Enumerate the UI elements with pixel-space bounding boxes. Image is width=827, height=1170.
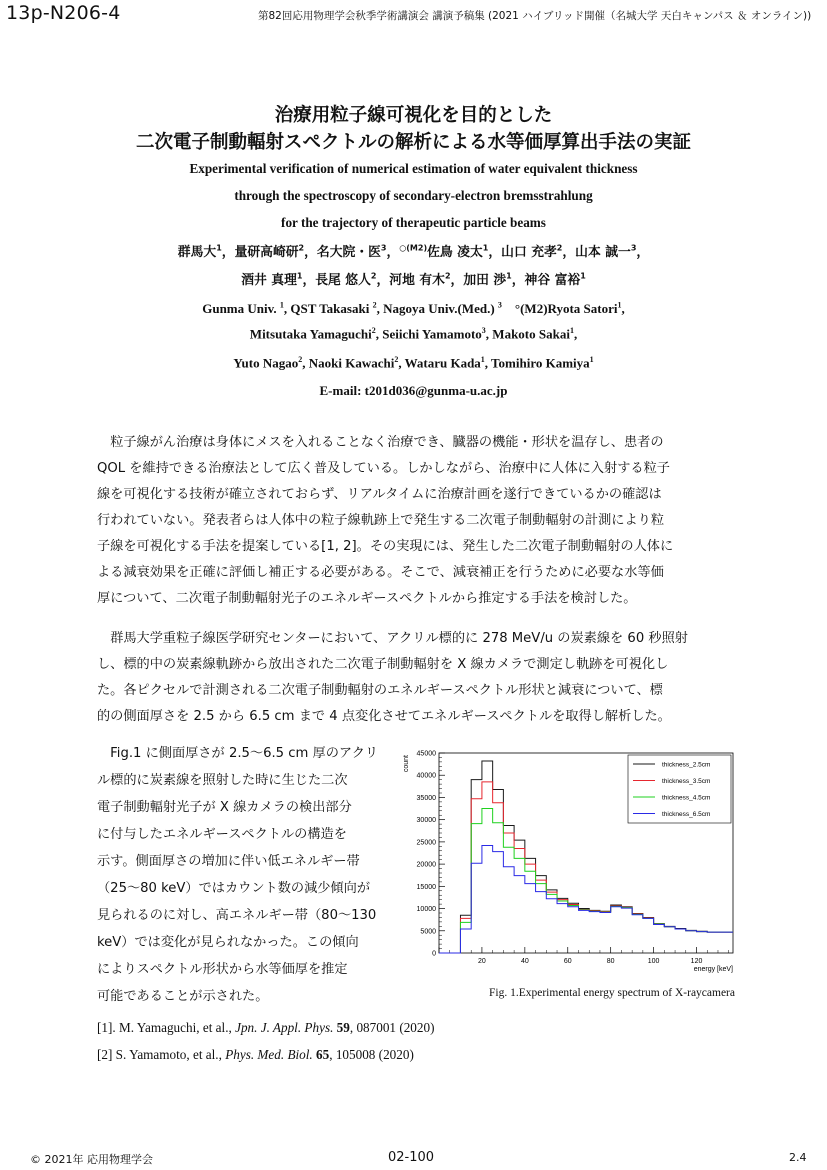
footer-page-number: 02-100 [388, 1150, 435, 1165]
affil-sup: 1 [569, 326, 574, 335]
affil-sup: 1 [589, 355, 594, 364]
affil-sup: 1 [617, 300, 622, 310]
text-line: た。各ピクセルで計測される二次電子制動輻射のエネルギースペクトル形状と減衰について、標 [97, 683, 663, 698]
text-line: 線を可視化する技術が確立されておらず、リアルタイムに治療計画を遂行できているかの確認は [97, 487, 662, 502]
text-line: QOL を維持できる治療法として広く普及している。しかしながら、治療中に人体に入射する粒子 [97, 461, 670, 476]
figure-1 [400, 745, 740, 985]
separator: ， [386, 245, 400, 260]
affil-sup: 2 [372, 300, 377, 310]
separator: , [621, 301, 625, 316]
ref-volume: 65 [316, 1047, 330, 1062]
ref-pages: , 087001 (2020) [349, 1020, 435, 1035]
text-line: 子線を可視化する手法を提案している[1, 2]。その実現には、発生した二次電子制動輻射の人体に [97, 539, 674, 554]
ref-volume: 59 [336, 1020, 350, 1035]
legend-label: thickness_3.5cm [662, 778, 711, 785]
affil-sup: 3 [630, 243, 637, 253]
authors-ja-line2 [0, 269, 827, 288]
ref-authors: [1]. M. Yamaguchi, et al., [97, 1020, 236, 1035]
footer-copyright: © 2021年 応用物理学会 [30, 1153, 153, 1166]
x-tick-label: 60 [563, 958, 572, 965]
reference-1 [97, 1020, 434, 1036]
x-tick-label: 80 [606, 958, 615, 965]
author-name: ，河地 有木 [376, 273, 445, 288]
series-line [439, 809, 733, 953]
affil-sup: 2 [371, 326, 376, 335]
text-line: によりスペクトル形状から水等価厚を推定 [97, 962, 348, 977]
paragraph-1 [97, 430, 733, 612]
affil-sup: 2 [298, 243, 305, 253]
separator: , [573, 326, 578, 342]
affil-sup: 1 [279, 300, 284, 310]
author-name: , Seiichi Yamamoto [375, 326, 482, 342]
ref-authors: [2] S. Yamamoto, et al., [97, 1047, 226, 1062]
authors-ja-line1 [0, 241, 827, 260]
x-tick-label: 40 [520, 958, 529, 965]
author-name: ，神谷 富裕 [511, 273, 581, 288]
y-tick-label: 10000 [416, 906, 436, 914]
reference-2 [97, 1047, 414, 1063]
affiliation: , QST Takasaki [283, 301, 373, 316]
author-name: 酒井 真理 [241, 273, 297, 288]
author-affil: ，名大院・医 [304, 245, 381, 260]
text-line: し、標的中の炭素線軌跡から放出された二次電子制動輻射を X 線カメラで測定し軌跡を可視化し [97, 657, 669, 672]
affil-sup: 1 [216, 243, 222, 253]
x-tick-label: 120 [690, 958, 703, 965]
affiliation: Gunma Univ. [202, 301, 280, 316]
ref-journal: Phys. Med. Biol. [225, 1047, 313, 1062]
ref-pages: , 105008 (2020) [329, 1047, 414, 1062]
author-name: ，加田 渉 [450, 273, 507, 288]
text-line: 見られるのに対し、高エネルギー帯（80～130 [97, 908, 377, 923]
y-tick-label: 20000 [416, 861, 436, 869]
text-line: 可能であることが示された。 [97, 989, 269, 1004]
author-name: , Tomihiro Kamiya [484, 355, 590, 371]
author-name: 佐鳥 凌太 [427, 245, 483, 260]
y-tick-label: 5000 [420, 928, 436, 936]
authors-en-line1 [0, 298, 827, 317]
text-line: 厚について、二次電子制動輻射光子のエネルギースペクトルから推定する手法を検討した。 [97, 591, 637, 606]
paper-id: 13p-N206-4 [6, 2, 121, 24]
author-name: , Wataru Kada [398, 355, 481, 371]
figure-caption: Fig. 1.Experimental energy spectrum of X-raycamera [489, 987, 735, 999]
affil-sup: 3 [481, 326, 486, 335]
text-line: 群馬大学重粒子線医学研究センターにおいて、アクリル標的に 278 MeV/u の炭素線を 60 秒照射 [110, 631, 688, 646]
author-affil: ，量研高崎研 [221, 245, 299, 260]
affil-sup: 3 [380, 243, 387, 253]
text-line: 示す。側面厚さの増加に伴い低エネルギー帯 [97, 854, 360, 869]
author-name: °(M2)Ryota Satori [501, 301, 618, 316]
author-name: , Naoki Kawachi [302, 355, 395, 371]
conference-header: 第82回応用物理学会秋季学術講演会 講演予稿集 (2021 ハイブリッド開催（名城大学 天白キャンパス ＆ オンライン)) [258, 10, 812, 22]
affil-sup: 1 [482, 243, 489, 253]
text-line: に付与したエネルギースペクトルの構造を [97, 827, 347, 842]
affil-sup: 2 [298, 355, 303, 364]
affil-sup: 2 [370, 271, 377, 281]
separator: ， [636, 245, 650, 260]
text-line: 的の側面厚さを 2.5 から 6.5 cm まで 4 点変化させてエネルギースペクトルを取得し解析した。 [97, 709, 671, 724]
author-name: ，山口 充孝 [488, 245, 557, 260]
title-ja-line1: 治療用粒子線可視化を目的とした [274, 105, 553, 126]
text-line: keV）では変化が見られなかった。この傾向 [97, 935, 359, 950]
x-axis-label: energy [keV] [693, 966, 733, 973]
affiliation: , Nagoya Univ.(Med.) [376, 301, 498, 316]
author-name: Yuto Nagao [233, 355, 299, 371]
legend-label: thickness_2.5cm [662, 761, 711, 769]
title-en-line1: Experimental verification of numerical estimation of water equivalent thickness [189, 161, 638, 176]
author-name: , Makoto Sakai [485, 326, 570, 342]
y-tick-label: 25000 [416, 839, 436, 847]
email: E-mail: t201d036@gunma-u.ac.jp [319, 383, 508, 398]
affil-sup: 2 [444, 271, 451, 281]
author-name: ，長尾 悠人 [302, 273, 371, 288]
author-name: Mitsutaka Yamaguchi [249, 326, 372, 342]
legend-label: thickness_4.5cm [662, 794, 711, 802]
text-line: ル標的に炭素線を照射した時に生じた二次 [97, 773, 348, 788]
text-line: 粒子線がん治療は身体にメスを入れることなく治療でき、臓器の機能・形状を温存し、患者の [110, 435, 664, 450]
y-tick-label: 45000 [416, 750, 436, 758]
text-line: 行われていない。発表者らは人体中の粒子線軌跡上で発生する二次電子制動輻射の計測により粒 [97, 513, 665, 528]
paragraph-3 [97, 740, 397, 1010]
legend-label: thickness_6.5cm [662, 811, 711, 818]
author-name: ，山本 誠一 [562, 245, 631, 260]
affil-sup: 2 [394, 355, 399, 364]
x-tick-label: 20 [478, 958, 486, 965]
affil-sup: 3 [497, 300, 502, 310]
title-ja-line2: 二次電子制動輻射スペクトルの解析による水等価厚算出手法の実証 [135, 132, 691, 153]
affil-sup: 1 [480, 355, 485, 364]
text-line: よる減衰効果を正確に評価し補正する必要がある。そこで、減衰補正を行うために必要な水等価 [97, 565, 664, 580]
y-tick-label: 40000 [416, 772, 436, 780]
author-affil: 群馬大 [177, 245, 217, 260]
x-tick-label: 100 [647, 958, 660, 965]
series-line [439, 845, 733, 953]
text-line: （25～80 keV）ではカウント数の減少傾向が [97, 881, 371, 896]
affil-sup: 1 [506, 271, 512, 281]
energy-spectrum-chart [400, 745, 740, 981]
ref-journal: Jpn. J. Appl. Phys. [235, 1020, 334, 1035]
y-tick-label: 30000 [416, 817, 436, 825]
title-en-line3: for the trajectory of therapeutic particle beams [281, 215, 546, 230]
authors-en-line3 [0, 355, 827, 371]
title-en-line2: through the spectroscopy of secondary-electron bremsstrahlung [234, 188, 593, 203]
footer-version: 2.4 [789, 1151, 807, 1164]
authors-en-line2 [0, 326, 827, 342]
paragraph-2 [97, 626, 733, 730]
y-tick-label: 0 [432, 950, 436, 958]
text-line: Fig.1 に側面厚さが 2.5～6.5 cm 厚のアクリ [97, 746, 379, 761]
affil-sup: 2 [556, 243, 563, 253]
affil-sup: 1 [296, 271, 303, 281]
presenter-mark: ○(M2) [399, 243, 428, 253]
text-line: 電子制動輻射光子が X 線カメラの検出部分 [97, 800, 352, 815]
y-tick-label: 15000 [416, 883, 436, 891]
affil-sup: 1 [580, 271, 586, 281]
y-axis-label: count [403, 755, 410, 773]
y-tick-label: 35000 [416, 794, 436, 802]
